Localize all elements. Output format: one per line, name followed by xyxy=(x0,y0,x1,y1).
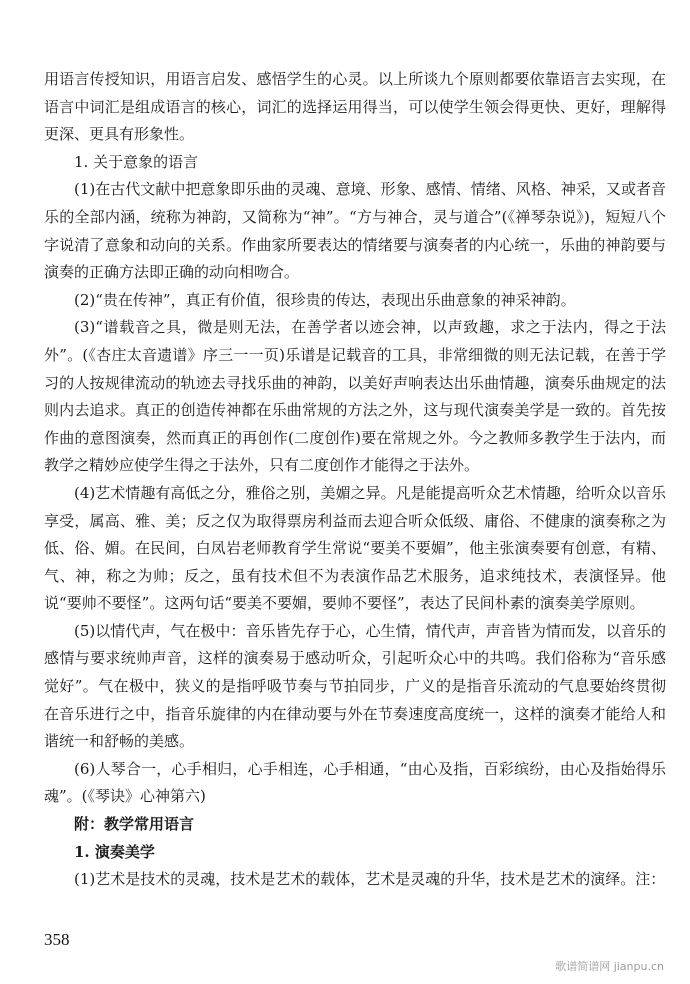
paragraph-item-4: (4)艺术情趣有高低之分，雅俗之别，美媚之异。凡是能提高听众艺术情趣，给听众以音乐享受，属高、雅、美；反之仅为取得票房利益而去迎合听众低级、庸俗、不健康的演奏称之为低、俗、媚。在民间，白凤岩老师教育学生常说“要美不要媚”，他主张演奏要有创意，有精、气、神，称之为帅；反之，虽有技术但不为表演作品艺术服务，追求纯技术，表演怪异。他说“要帅不要怪”。这两句话“要美不要媚，要帅不要怪”，表达了民间朴素的演奏美学原则。 xyxy=(44,483,666,613)
subheading-performance-aesthetics: 1. 演奏美学 xyxy=(74,842,155,861)
paragraph-item-5: (5)以情代声，气在极中：音乐皆先存于心，心生情，情代声，声音皆为情而发，以音乐的感情与要求统帅声音，这样的演奏易于感动听众，引起听众心中的共鸣。我们俗称为“音乐感觉好”。气在极中，狭义的是指呼吸节奏与节拍同步，广义的是指音乐流动的气息要始终贯彻在音乐进行之中，指音乐旋律的内在律动要与外在节奏速度高度统一，这样的演奏才能给人和谐统一和舒畅的美感。 xyxy=(44,621,666,751)
paragraph-aesthetics-1: (1)艺术是技术的灵魂，技术是艺术的载体，艺术是灵魂的升华，技术是艺术的演绎。注： xyxy=(74,870,666,889)
section-heading-imagery: 1. 关于意象的语言 xyxy=(74,152,199,171)
page-body xyxy=(44,66,666,894)
appendix-heading: 附：教学常用语言 xyxy=(74,815,195,834)
page-number: 358 xyxy=(44,930,70,949)
paragraph-item-1: (1)在古代文献中把意象即乐曲的灵魂、意境、形象、感情、情绪、风格、神采，又或者音乐的全部内涵，统称为神韵，又简称为“神”。“方与神合，灵与道合”(《禅琴杂说》)，短短八个字说清了意象和动向的关系。作曲家所要表达的情绪要与演奏者的内心统一，乐曲的神韵要与演奏的正确方法即正确的动向相吻合。 xyxy=(44,180,666,282)
paragraph-intro: 用语言传授知识，用语言启发、感悟学生的心灵。以上所谈九个原则都要依靠语言去实现，在语言中词汇是组成语言的核心，词汇的选择运用得当，可以使学生领会得更快、更好，理解得更深、更具有形象性。 xyxy=(44,70,666,144)
paragraph-item-6: (6)人琴合一，心手相归，心手相连，心手相通，“由心及指，百彩缤纷，由心及指始得乐魂”。(《琴诀》心神第六) xyxy=(44,759,666,806)
site-watermark: 歌谱简谱网 jianpu.cn xyxy=(555,960,664,973)
paragraph-item-2: (2)“贵在传神”，真正有价值，很珍贵的传达，表现出乐曲意象的神采神韵。 xyxy=(74,290,576,309)
paragraph-item-3: (3)“谱载音之具，微是则无法，在善学者以迹会神，以声致趣，求之于法内，得之于法外”。(《杏庄太音遗谱》序三一一页)乐谱是记载音的工具，非常细微的则无法记载，在善于学习的人按规律流动的轨迹去寻找乐曲的神韵，以美好声响表达出乐曲情趣，演奏乐曲规定的法则内去追求。真正的创造传神都在乐曲常规的方法之外，这与现代演奏美学是一致的。首先按作曲的意图演奏，然而真正的再创作(二度创作)要在常规之外。今之教师多教学生于法内，而教学之精妙应使学生得之于法外，只有二度创作才能得之于法外。 xyxy=(44,318,666,475)
